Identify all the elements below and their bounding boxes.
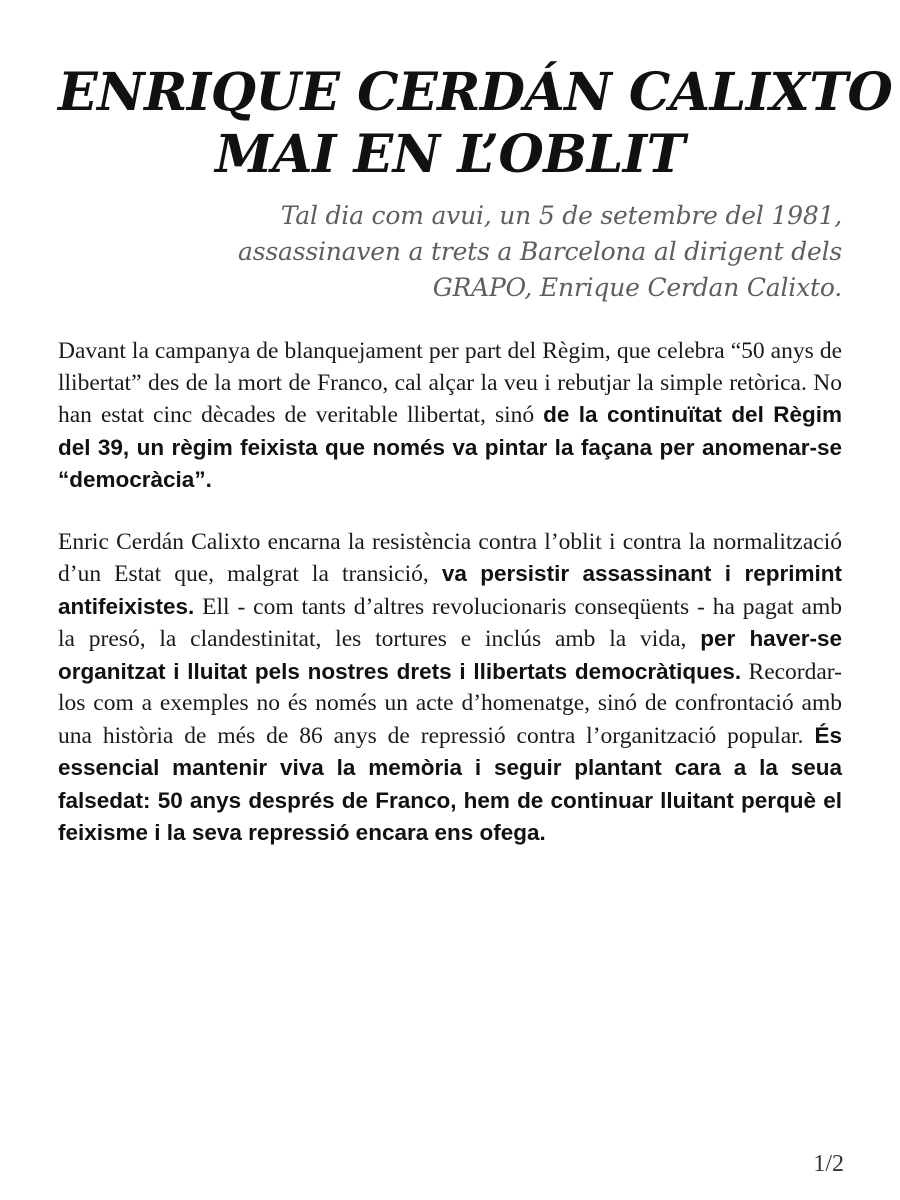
body-text: [58, 336, 842, 850]
paragraph-2-bold-1: va persistir assassinant i reprimint antifeixistes.: [58, 561, 842, 619]
paragraph-2-bold-3: És essencial mantenir viva la memòria i seguir plantant cara a la seua falsedat: 50 anys després de Franco, hem de continuar lluitant perquè el feixisme i la seva repressió encara ens ofega.: [58, 722, 842, 845]
paragraph-1-bold-1: de la continuïtat del Règim del 39, un règim feixista que només va pintar la façana per anomenar-se “democràcia”.: [58, 402, 842, 492]
paragraph-2-text-3: Recordar-los com a exemples no és només un acte d’homenatge, sinó de confrontació amb una història de més de 86 anys de repressió contra l’organització popular.: [58, 658, 842, 749]
subtitle: [58, 198, 842, 306]
title-line-2: MAI EN L’OBLIT: [215, 124, 685, 185]
subtitle-line-3: GRAPO, Enrique Cerdan Calixto.: [432, 273, 842, 302]
page-number: 1/2: [813, 1151, 844, 1177]
paragraph-1-text-1: Davant la campanya de blanquejament per part del Règim, que celebra “50 anys de llibertat” des de la mort de Franco, cal alçar la veu i rebutjar la simple retòrica. No han estat cinc dècades de veritable llibertat, sinó: [58, 338, 842, 428]
paragraph-1: [58, 336, 842, 497]
paragraph-2-text-2: Ell - com tants d’altres revolucionaris conseqüents - ha pagat amb la presó, la clandestinitat, les tortures e inclús amb la vida,: [58, 593, 842, 652]
paragraph-2-text-1: Enric Cerdán Calixto encarna la resistència contra l’oblit i contra la normalització d’un Estat que, malgrat la transició,: [58, 528, 842, 587]
title-line-1: ENRIQUE CERDÁN CALIXTO: [58, 62, 893, 123]
subtitle-line-1: Tal dia com avui, un 5 de setembre del 1981,: [280, 201, 842, 230]
paragraph-2: [58, 527, 842, 850]
paragraph-2-bold-2: per haver-se organitzat i lluitat pels nostres drets i llibertats democràtiques.: [58, 626, 842, 684]
subtitle-line-2: assassinaven a trets a Barcelona al dirigent dels: [238, 237, 842, 266]
page-title: [58, 0, 893, 186]
